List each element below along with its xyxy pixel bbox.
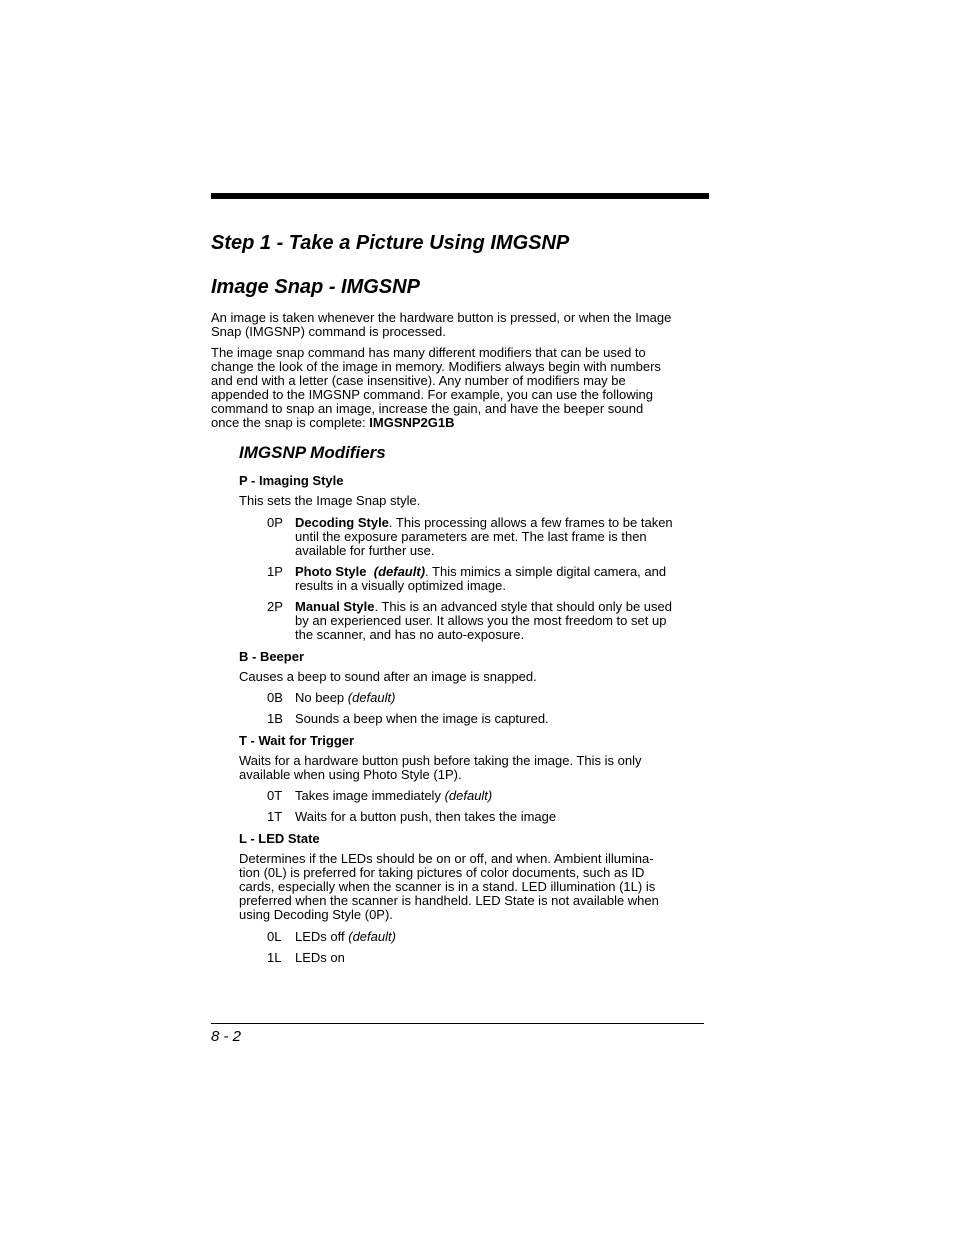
- imaging-style-desc: This sets the Image Snap style.: [239, 493, 421, 508]
- footer-rule: [211, 1023, 704, 1024]
- section-heading: Image Snap - IMGSNP: [211, 276, 420, 298]
- trigger-title: T - Wait for Trigger: [239, 733, 355, 748]
- led-desc: Determines if the LEDs should be on or off, and when. Ambient illumina- tion (0L) is preferred for taking pictures of color documents, such as ID cards, especially when the scanner is in a stand. LED illumination (1L) is preferred when the scanner is handheld. LED State is not available when using Decoding Style (0P).: [239, 851, 659, 922]
- step-heading: Step 1 - Take a Picture Using IMGSNP: [211, 232, 570, 254]
- beeper-title: B - Beeper: [239, 649, 305, 664]
- intro-paragraph-1: An image is taken whenever the hardware button is pressed, or when the Image Snap (IMGSNP) command is processed.: [211, 310, 672, 339]
- modifiers-heading: IMGSNP Modifiers: [239, 443, 386, 462]
- example-command: IMGSNP2G1B: [369, 415, 455, 430]
- intro-paragraph-2: The image snap command has many different modifiers that can be used to change the look of the image in memory. Modifiers always begin with numbers and end with a letter (case insensitive). Any number of modifiers may be appended to the IMGSNP command. For example, you can use the following command to snap an image, increase the gain, and have the beeper sound once the snap is complete: IMGSNP2G1B: [211, 345, 661, 430]
- imaging-style-title: P - Imaging Style: [239, 473, 344, 488]
- led-title: L - LED State: [239, 831, 320, 846]
- top-rule: [211, 193, 709, 199]
- beeper-desc: Causes a beep to sound after an image is snapped.: [239, 669, 537, 684]
- page-number: 8 - 2: [211, 1028, 242, 1045]
- trigger-desc: Waits for a hardware button push before taking the image. This is only available when using Photo Style (1P).: [239, 753, 642, 782]
